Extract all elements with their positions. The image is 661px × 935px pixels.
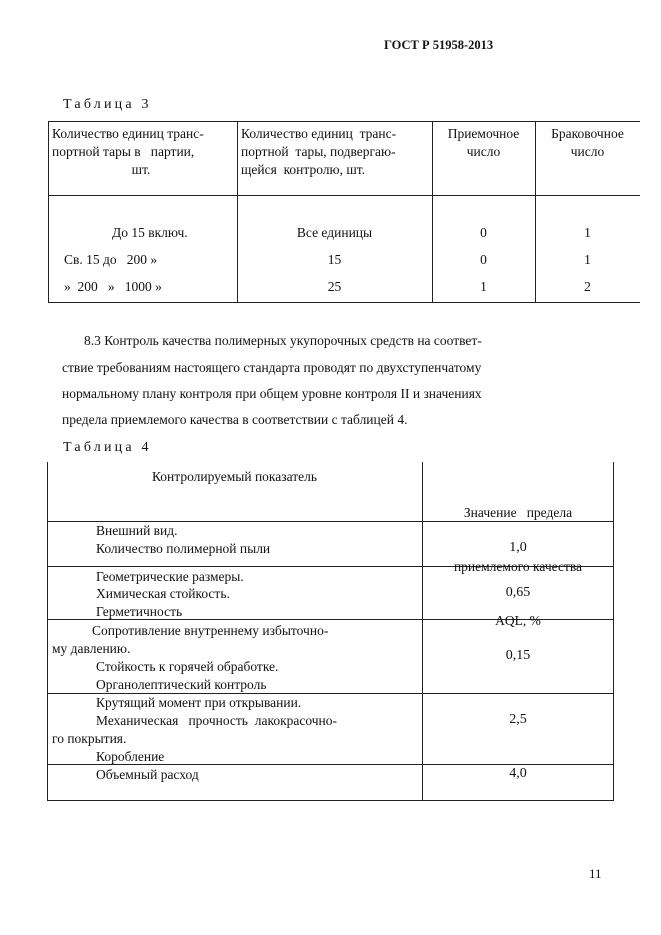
table-4-indicator: Химическая стойкость.: [96, 586, 230, 601]
table-4-bottom-border: [47, 800, 614, 801]
table-4-aql-value: 4,0: [509, 766, 527, 781]
table-3: [48, 121, 640, 303]
header-line: AQL, %: [495, 613, 541, 628]
header-line: число: [570, 144, 605, 159]
paragraph-line: ствие требованиям настоящего стандарта проводят по двухступенчатому: [62, 360, 482, 375]
table-3-bottom-border: [48, 302, 640, 303]
table-4-indicator: Стойкость к горячей обработке.: [96, 659, 279, 674]
table-4-caption: Таблица 4: [63, 440, 152, 455]
table-3-col-line: [48, 121, 49, 303]
table-4-indicator: Внешний вид.: [96, 523, 178, 538]
paragraph-line: предела приемлемого качества в соответствии с таблицей 4.: [62, 412, 408, 427]
header-line: шт.: [131, 162, 151, 177]
table-3-header-divider: [48, 195, 640, 196]
table-4-indicator: му давлению.: [52, 641, 131, 656]
header-line: Количество единиц транс-: [52, 126, 204, 141]
header-line: Браковочное: [551, 126, 624, 141]
table-3-cell-lot: До 15 включ.: [112, 225, 188, 240]
table-3-cell-sample: 15: [327, 252, 342, 267]
table-4-indicator: Объемный расход: [96, 767, 199, 782]
page-number: 11: [589, 866, 602, 881]
header-line: портной тары в партии,: [52, 144, 195, 159]
table-4-indicator: Органолептический контроль: [96, 677, 267, 692]
table-3-cell-reject: 1: [584, 225, 591, 240]
header-line: портной тары, подвергаю-: [241, 144, 396, 159]
paragraph-line: 8.3 Контроль качества полимерных укупорочных средств на соответ-: [84, 333, 482, 348]
table-3-cell-sample: Все единицы: [296, 225, 373, 240]
table-4-indicator: Количество полимерной пыли: [96, 541, 271, 556]
table-4-row-divider: [47, 566, 422, 567]
table-3-cell-accept: 0: [480, 225, 487, 240]
table-4: [47, 462, 614, 801]
header-line: Приемочное: [447, 126, 520, 141]
table-4-header-indicator: Контролируемый показатель: [151, 469, 318, 484]
table-4-col-line: [47, 462, 48, 801]
table-4-indicator: Геометрические размеры.: [96, 569, 244, 584]
table-3-top-border: [48, 121, 640, 122]
table-3-cell-accept: 0: [480, 252, 487, 267]
table-3-header-lot-size: [52, 125, 236, 179]
header-line: число: [466, 144, 501, 159]
table-3-cell-sample: 25: [327, 279, 342, 294]
table-4-indicator: Герметичность: [96, 604, 183, 619]
table-3-header-rejection-number: [535, 125, 640, 161]
table-4-header-value: [422, 468, 614, 666]
table-3-cell-reject: 1: [584, 252, 591, 267]
table-4-indicator: Крутящий момент при открывании.: [96, 695, 302, 710]
table-4-indicator: Коробление: [96, 749, 165, 764]
table-4-aql-value: 2,5: [509, 712, 527, 727]
table-4-aql-value: 0,65: [505, 585, 531, 600]
table-4-aql-value: 1,0: [509, 540, 527, 555]
paragraph-line: нормальному плану контроля при общем уровне контроля II и значениях: [62, 386, 482, 401]
document-header-standard: ГОСТ Р 51958-2013: [384, 38, 494, 52]
table-4-aql-value: 0,15: [505, 648, 531, 663]
header-line: Количество единиц транс-: [241, 126, 397, 141]
table-3-cell-lot: Св. 15 до 200 »: [64, 252, 158, 267]
table-3-cell-reject: 2: [584, 279, 591, 294]
header-line: щейся контролю, шт.: [241, 162, 366, 177]
header-line: приемлемого качества: [453, 559, 583, 574]
table-3-header-sample-size: [241, 125, 431, 179]
table-3-header-acceptance-number: [432, 125, 535, 161]
table-3-col-line: [237, 121, 238, 303]
table-3-cell-lot: » 200 » 1000 »: [64, 279, 162, 294]
table-4-indicator: го покрытия.: [52, 731, 127, 746]
table-4-indicator: Сопротивление внутреннему избыточно-: [92, 623, 329, 638]
table-3-caption: Таблица 3: [63, 97, 152, 112]
table-4-indicator: Механическая прочность лакокрасочно-: [96, 713, 338, 728]
table-3-cell-accept: 1: [480, 279, 487, 294]
header-line: Значение предела: [463, 505, 573, 520]
